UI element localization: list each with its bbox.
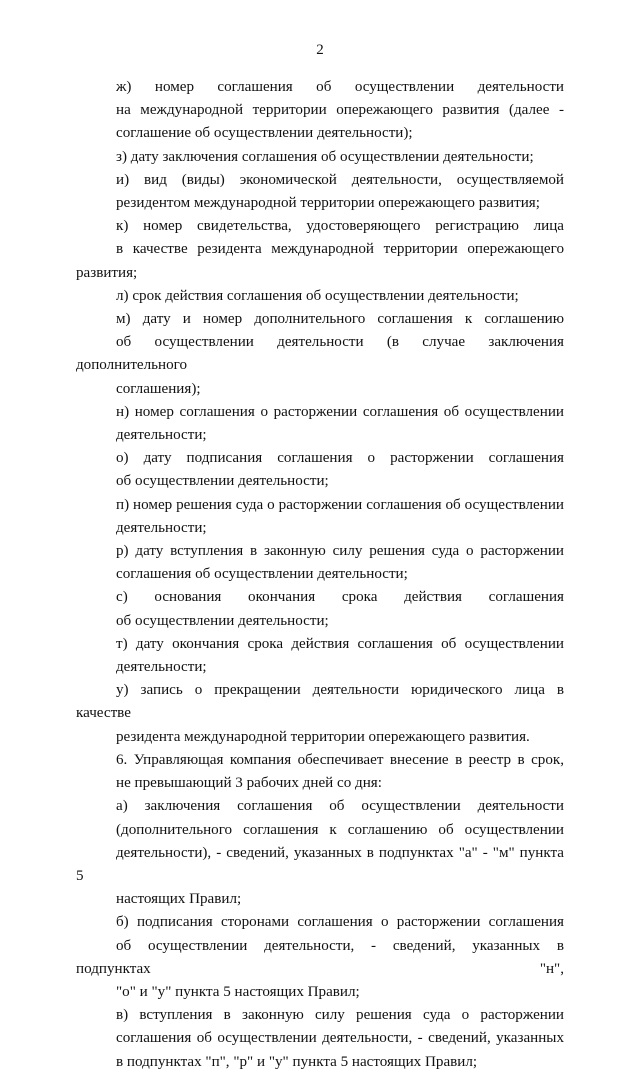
paragraph [76, 679, 564, 749]
text-line: об осуществлении деятельности; [116, 612, 329, 629]
text-line: а) заключения соглашения об осуществлении деятельности [116, 798, 564, 815]
paragraph [76, 285, 564, 308]
text-line: в качестве резидента международной территории опережающего развития; [76, 241, 564, 281]
paragraph [76, 586, 564, 632]
text-line: на международной территории опережающего развития (далее - [116, 102, 564, 119]
text-line: настоящих Правил; [116, 891, 242, 908]
paragraph [76, 795, 564, 911]
text-line: не превышающий 3 рабочих дней со дня: [116, 775, 382, 792]
paragraph [76, 169, 564, 215]
paragraph [76, 447, 564, 493]
text-line: деятельности), - сведений, указанных в подпунктах "а" - "м" пункта 5 [76, 844, 564, 884]
text-line: м) дату и номер дополнительного соглашения к соглашению [116, 311, 564, 328]
paragraph [76, 76, 564, 146]
page-number: 2 [316, 42, 324, 58]
paragraph [76, 911, 564, 1004]
text-line: п) номер решения суда о расторжении соглашения об осуществлении [116, 496, 564, 513]
text-line: т) дату окончания срока действия соглашения об осуществлении [116, 635, 564, 652]
text-line: р) дату вступления в законную силу решения суда о расторжении [116, 543, 564, 560]
text-line: деятельности; [116, 659, 207, 676]
text-line: в подпунктах "п", "р" и "у" пункта 5 настоящих Правил; [116, 1053, 478, 1070]
paragraph [76, 540, 564, 586]
text-line: л) срок действия соглашения об осуществлении деятельности; [116, 287, 519, 304]
text-line: и) вид (виды) экономической деятельности, осуществляемой [116, 171, 564, 188]
text-line: с) основания окончания срока действия соглашения [116, 589, 564, 606]
text-line: 6. Управляющая компания обеспечивает внесение в реестр в срок, [116, 751, 564, 768]
text-line: деятельности; [116, 427, 207, 444]
text-line: у) запись о прекращении деятельности юридического лица в качестве [76, 682, 564, 722]
paragraph [76, 146, 564, 169]
text-line: об осуществлении деятельности, - сведений, указанных в подпунктах "н", [76, 937, 564, 977]
paragraph [76, 401, 564, 447]
paragraph [76, 215, 564, 285]
paragraph [76, 308, 564, 401]
text-line: в) вступления в законную силу решения суда о расторжении [116, 1007, 564, 1024]
text-line: "о" и "у" пункта 5 настоящих Правил; [116, 983, 360, 1000]
text-line: соглашения об осуществлении деятельности, - сведений, указанных [116, 1030, 564, 1047]
paragraph [76, 633, 564, 679]
paragraph [76, 749, 564, 795]
text-line: об осуществлении деятельности (в случае заключения дополнительного [76, 334, 564, 374]
text-line: з) дату заключения соглашения об осуществлении деятельности; [116, 148, 534, 165]
text-line: (дополнительного соглашения к соглашению об осуществлении [116, 821, 564, 838]
text-line: соглашения об осуществлении деятельности; [116, 566, 408, 583]
text-line: резидента международной территории опережающего развития. [116, 728, 530, 745]
text-line: резидентом международной территории опережающего развития; [116, 195, 540, 212]
text-line: об осуществлении деятельности; [116, 473, 329, 490]
paragraph [76, 1004, 564, 1074]
text-line: соглашение об осуществлении деятельности); [116, 125, 413, 142]
text-line: соглашения); [116, 380, 201, 397]
text-line: к) номер свидетельства, удостоверяющего регистрацию лица [116, 218, 564, 235]
paragraph [76, 494, 564, 540]
text-line: н) номер соглашения о расторжении соглашения об осуществлении [116, 403, 564, 420]
text-line: о) дату подписания соглашения о расторжении соглашения [116, 450, 564, 467]
document-body [76, 76, 564, 1074]
text-line: деятельности; [116, 519, 207, 536]
text-line: б) подписания сторонами соглашения о расторжении соглашения [116, 914, 564, 931]
text-line: ж) номер соглашения об осуществлении деятельности [116, 79, 564, 95]
